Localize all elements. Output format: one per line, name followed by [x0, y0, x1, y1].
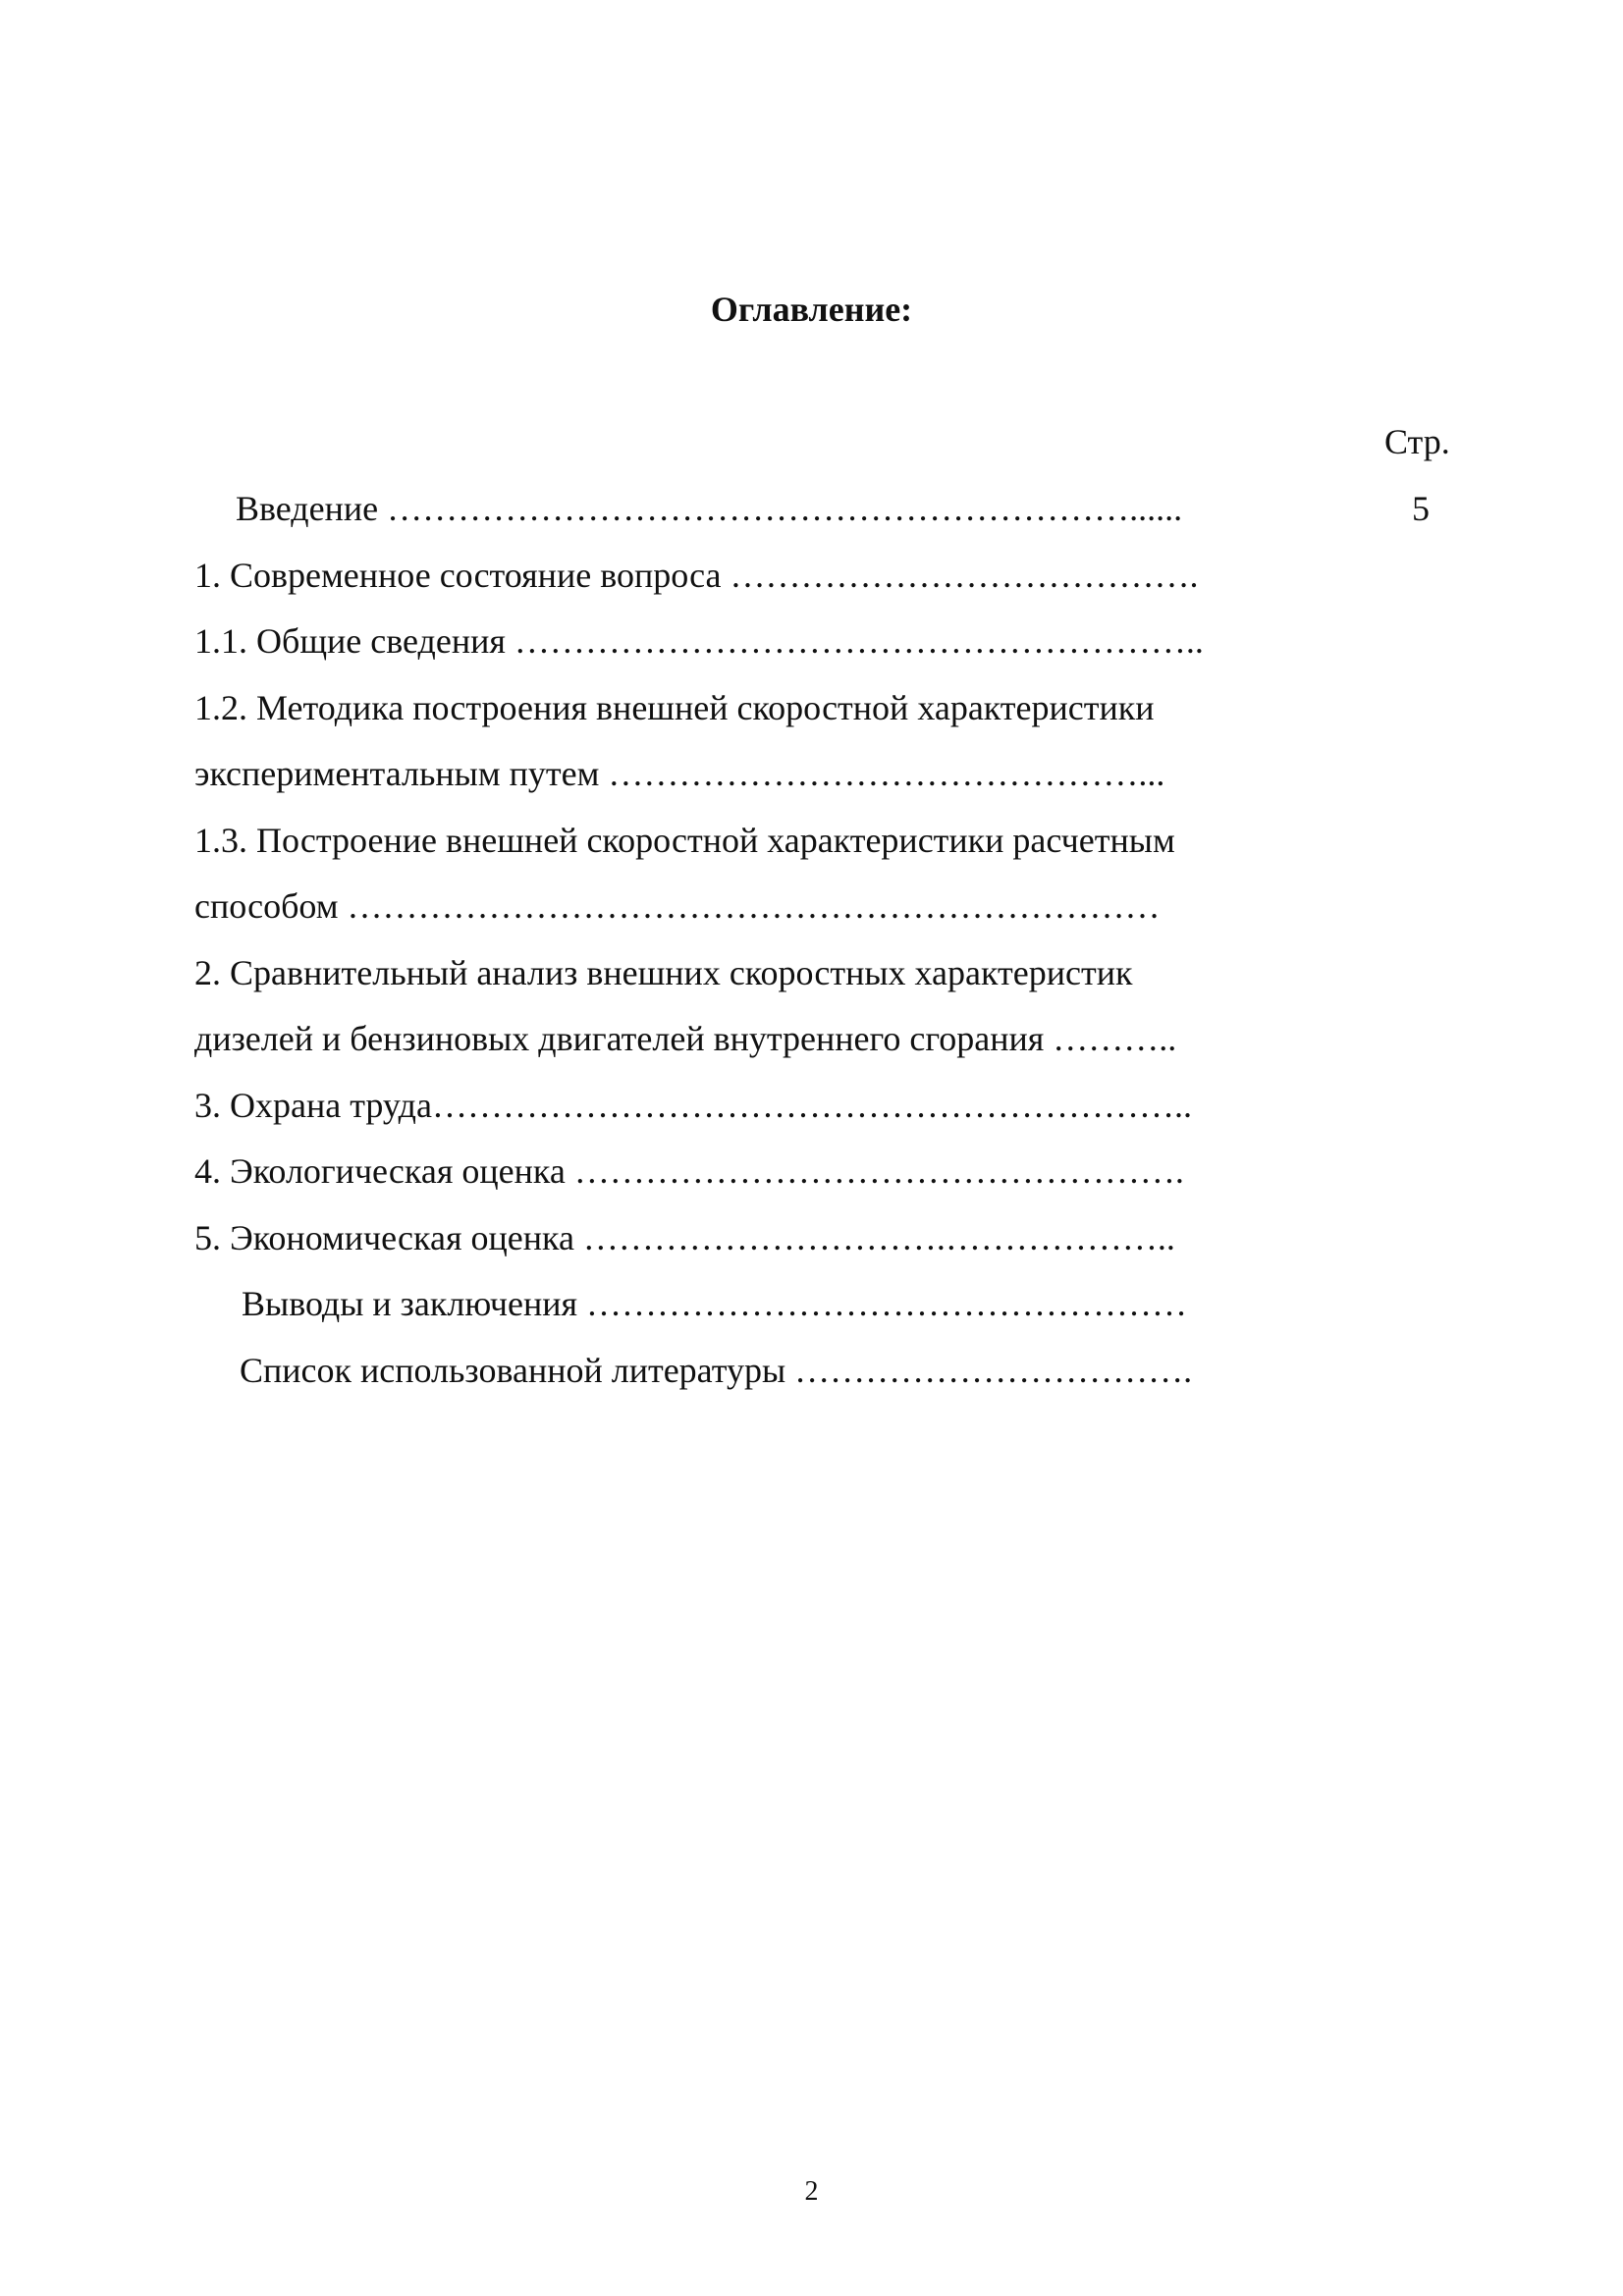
toc-entry-references: Список использованной литературы ……………………………. [240, 1351, 1193, 1390]
toc-entry-2-line2: дизелей и бензиновых двигателей внутреннего сгорания ……….. [194, 1019, 1177, 1058]
toc-entry-4: 4. Экологическая оценка ……………………………………………. [194, 1151, 1184, 1191]
page-number: 2 [804, 2176, 819, 2207]
toc-entry-1-2-line1: 1.2. Методика построения внешней скоростной характеристики [194, 688, 1155, 727]
toc-entry-1-1: 1.1. Общие сведения ………………………………………………….. [194, 621, 1204, 661]
toc-entry-introduction: Введение ………………………………………………………...... [236, 489, 1183, 528]
toc-entry-1: 1. Современное состояние вопроса …………………………………. [194, 556, 1199, 595]
toc-entry-1-2-line2: экспериментальным путем ………………………………………... [194, 754, 1165, 793]
toc-title: Оглавление: [710, 290, 913, 329]
page-column-header: Стр. [1384, 422, 1450, 461]
toc-entry-1-3-line2: способом …………………………………………………………… [194, 886, 1161, 926]
toc-entry-3: 3. Охрана труда……………………………………………………….. [194, 1086, 1192, 1125]
toc-entry-5: 5. Экономическая оценка ………………………….……………….. [194, 1218, 1175, 1257]
toc-entry-1-3-line1: 1.3. Построение внешней скоростной характеристики расчетным [194, 821, 1175, 860]
toc-entry-2-line1: 2. Сравнительный анализ внешних скоростных характеристик [194, 953, 1133, 992]
toc-entry-conclusions: Выводы и заключения …………………………………………… [242, 1284, 1188, 1323]
toc-entry-introduction-page: 5 [1412, 489, 1430, 528]
